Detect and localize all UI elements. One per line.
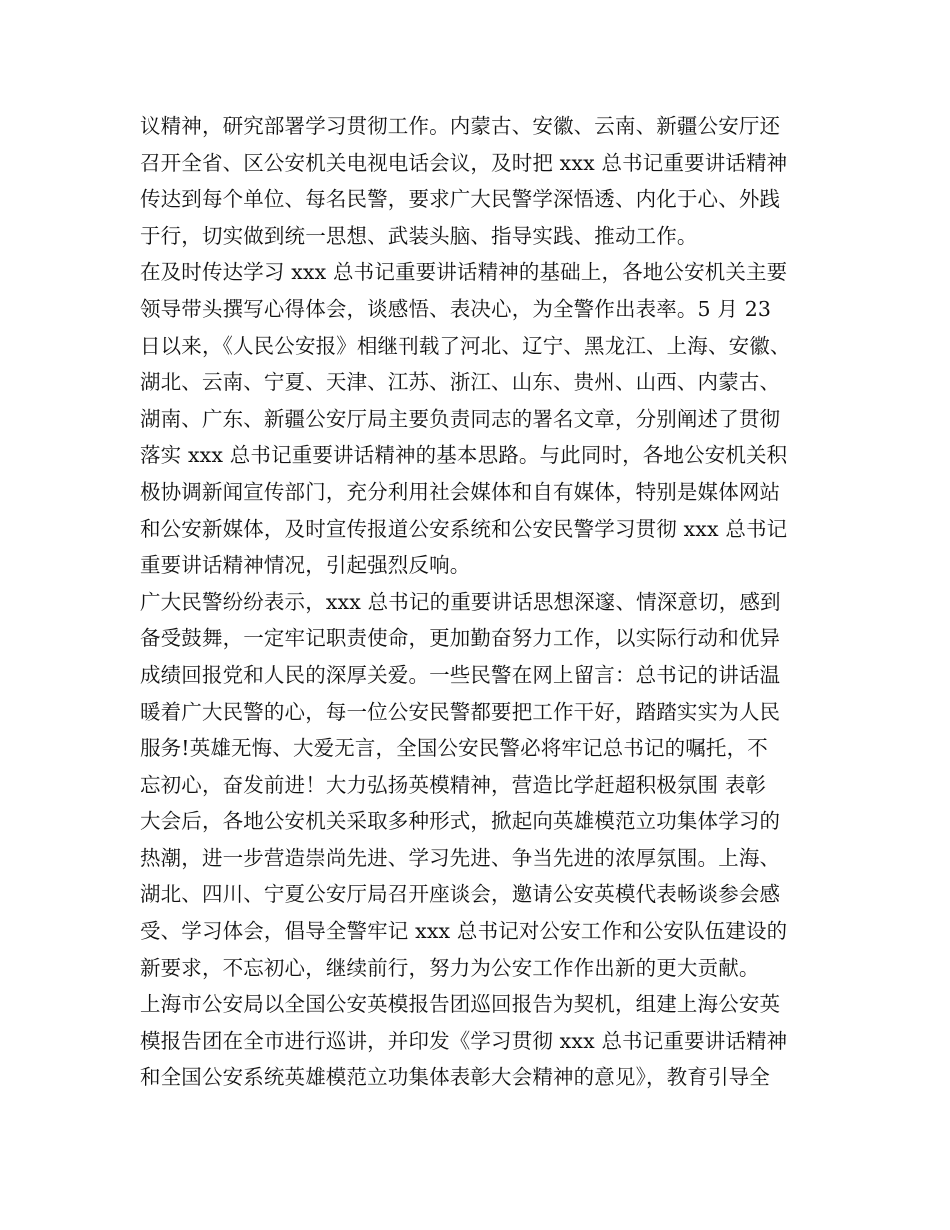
text-line: 于行，切实做到统一思想、武装头脑、指导实践、推动工作。 — [140, 223, 698, 248]
text-line: 成绩回报党和人民的深厚关爱。一些民警在网上留言：总书记的讲话温 — [140, 662, 781, 687]
text-line: 受、学习体会，倡导全警牢记 xxx 总书记对公安工作和公安队伍建设的 — [140, 919, 788, 944]
body-text — [140, 108, 830, 1096]
text-line: 模报告团在全市进行巡讲，并印发《学习贯彻 xxx 总书记重要讲话精神 — [140, 1028, 788, 1053]
text-line: 新要求，不忘初心，继续前行，努力为公安工作作出新的更大贡献。 — [140, 955, 760, 980]
text-line: 广大民警纷纷表示，xxx 总书记的重要讲话思想深邃、情深意切，感到 — [140, 589, 781, 614]
text-line: 极协调新闻宣传部门，充分利用社会媒体和自有媒体，特别是媒体网站 — [140, 479, 781, 504]
text-line: 议精神，研究部署学习贯彻工作。内蒙古、安徽、云南、新疆公安厅还 — [140, 114, 781, 138]
text-line: 大会后，各地公安机关采取多种形式，掀起向英雄模范立功集体学习的 — [140, 809, 781, 834]
text-line: 召开全省、区公安机关电视电话会议，及时把 xxx 总书记重要讲话精神 — [140, 150, 788, 175]
text-line: 备受鼓舞，一定牢记职责使命，更加勤奋努力工作，以实际行动和优异 — [140, 626, 781, 651]
text-line: 忘初心，奋发前进！大力弘扬英模精神，营造比学赶超积极氛围 表彰 — [140, 772, 767, 797]
text-line: 传达到每个单位、每名民警，要求广大民警学深悟透、内化于心、外践 — [140, 187, 781, 212]
text-line: 服务!英雄无悔、大爱无言，全国公安民警必将牢记总书记的嘱托，不 — [140, 736, 768, 761]
text-line: 领导带头撰写心得体会，谈感悟、表决心，为全警作出表率。5 月 23 — [140, 296, 772, 321]
text-line: 上海市公安局以全国公安英模报告团巡回报告为契机，组建上海公安英 — [140, 992, 781, 1017]
text-line: 日以来，《人民公安报》相继刊载了河北、辽宁、黑龙江、上海、安徽、 — [140, 333, 791, 358]
text-line: 暖着广大民警的心，每一位公安民警都要把工作干好，踏踏实实为人民 — [140, 699, 781, 724]
text-line: 湖北、云南、宁夏、天津、江苏、浙江、山东、贵州、山西、内蒙古、 — [140, 370, 781, 395]
text-line: 和公安新媒体，及时宣传报道公安系统和公安民警学习贯彻 xxx 总书记 — [140, 516, 788, 541]
text-line: 在及时传达学习 xxx 总书记重要讲话精神的基础上，各地公安机关主要 — [140, 260, 788, 285]
text-line: 重要讲话精神情况，引起强烈反响。 — [140, 553, 471, 578]
text-line: 湖北、四川、宁夏公安厅局召开座谈会，邀请公安英模代表畅谈参会感 — [140, 882, 781, 907]
text-line: 湖南、广东、新疆公安厅局主要负责同志的署名文章，分别阐述了贯彻 — [140, 406, 781, 431]
text-line: 落实 xxx 总书记重要讲话精神的基本思路。与此同时，各地公安机关积 — [140, 443, 788, 468]
text-line: 和全国公安系统英雄模范立功集体表彰大会精神的意见》，教育引导全 — [140, 1065, 770, 1090]
text-line: 热潮，进一步营造崇尚先进、学习先进、争当先进的浓厚氛围。上海、 — [140, 845, 781, 870]
